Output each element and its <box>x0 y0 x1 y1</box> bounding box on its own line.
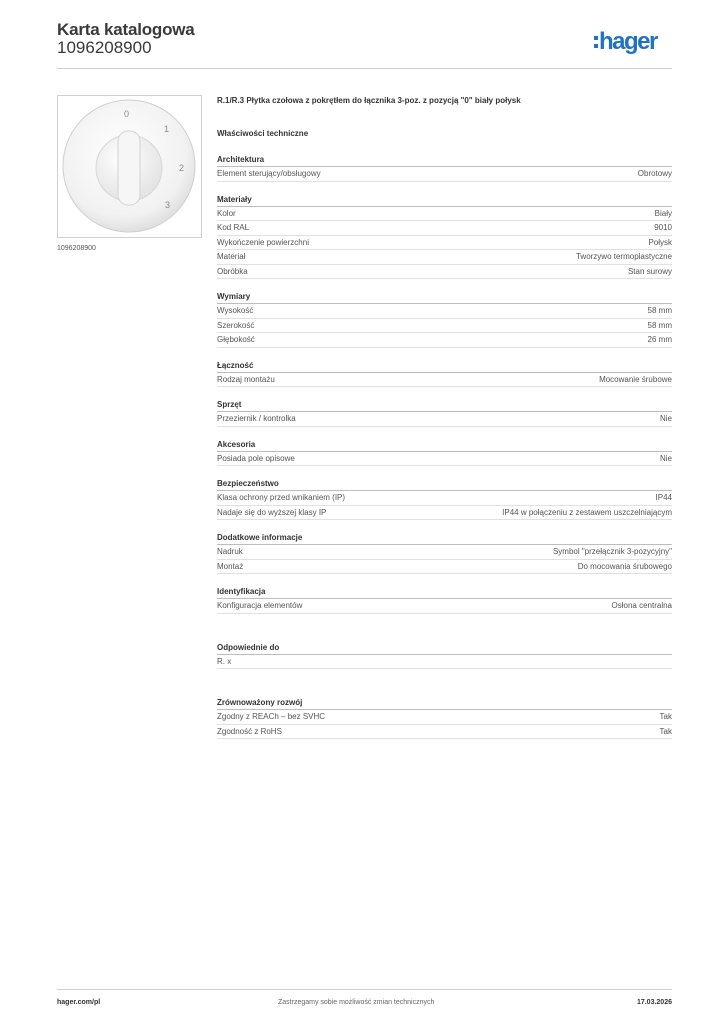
property-section <box>217 531 672 574</box>
dial-label-2: 2 <box>179 163 185 173</box>
property-label: Kod RAL <box>217 223 250 232</box>
document-title: Karta katalogowa <box>57 20 195 39</box>
section-heading: Łączność <box>217 359 672 373</box>
property-row <box>217 725 672 740</box>
section-heading: Zrównoważony rozwój <box>217 696 672 710</box>
section-heading: Bezpieczeństwo <box>217 477 672 491</box>
property-row <box>217 304 672 319</box>
property-value: 26 mm <box>647 335 672 344</box>
section-heading: Odpowiednie do <box>217 641 672 655</box>
property-section <box>217 398 672 427</box>
property-label: Obróbka <box>217 266 248 276</box>
section-heading: Dodatkowe informacje <box>217 531 672 545</box>
document-number: 1096208900 <box>57 38 152 57</box>
header-divider <box>57 68 672 69</box>
property-section <box>217 193 672 280</box>
product-image <box>57 95 202 238</box>
property-label: Rodzaj montażu <box>217 374 275 384</box>
section-heading: Identyfikacja <box>217 585 672 599</box>
property-section <box>217 438 672 467</box>
product-title: R.1/R.3 Płytka czołowa z pokrętłem do łącznika 3-poz. z pozycją "0" biały połysk <box>217 96 521 105</box>
section-heading: Materiały <box>217 193 672 207</box>
property-label: Posiada pole opisowe <box>217 453 295 463</box>
property-row <box>217 412 672 427</box>
property-value: Tak <box>659 726 672 736</box>
property-label: Głębokość <box>217 335 255 344</box>
property-value: Biały <box>654 208 672 218</box>
property-value: Nie <box>659 414 672 423</box>
property-value: Nie <box>659 453 672 463</box>
rotary-dial-illustration <box>58 96 201 237</box>
property-row <box>217 710 672 725</box>
property-value: Tworzywo termoplastyczne <box>575 252 672 261</box>
property-label: Przeziernik / kontrolka <box>217 414 296 423</box>
property-label: Montaż <box>217 561 244 571</box>
property-section <box>217 359 672 388</box>
property-label: Zgodny z REACh – bez SVHC <box>217 712 326 721</box>
property-label: Wykończenie powierzchni <box>217 237 309 247</box>
property-value: 58 mm <box>647 320 672 330</box>
property-label: R. x <box>217 656 232 666</box>
property-row <box>217 560 672 575</box>
section-heading: Sprzęt <box>217 398 672 412</box>
property-label: Konfiguracja elementów <box>217 601 303 610</box>
property-label: Nadaje się do wyższej klasy IP <box>217 507 327 517</box>
dial-label-3: 3 <box>165 200 171 210</box>
property-label: Szerokość <box>217 320 255 330</box>
property-row <box>217 236 672 251</box>
property-value: 9010 <box>654 223 672 232</box>
property-value: Tak <box>659 712 672 721</box>
property-label: Materiał <box>217 252 246 261</box>
property-label: Zgodność z RoHS <box>217 726 282 736</box>
section-heading: Akcesoria <box>217 438 672 452</box>
property-value: 58 mm <box>647 306 672 315</box>
image-caption: 1096208900 <box>57 245 96 252</box>
property-label: Element sterujący/obsługowy <box>217 169 321 178</box>
property-section <box>217 585 672 614</box>
property-value: Obrotowy <box>637 169 672 178</box>
property-label: Klasa ochrony przed wnikaniem (IP) <box>217 493 346 502</box>
property-section <box>217 696 672 739</box>
property-value: IP44 w połączeniu z zestawem uszczelniającym <box>502 507 672 517</box>
properties-heading: Właściwości techniczne <box>217 129 309 138</box>
property-value: Mocowanie śrubowe <box>599 374 672 384</box>
property-row <box>217 506 672 521</box>
property-row <box>217 599 672 614</box>
dial-label-1: 1 <box>164 124 170 134</box>
property-value: IP44 <box>655 493 672 502</box>
hager-logo: hager <box>599 28 657 55</box>
property-section <box>217 477 672 520</box>
property-row <box>217 265 672 280</box>
property-value: Osłona centralna <box>611 601 672 610</box>
property-row <box>217 333 672 348</box>
property-row <box>217 250 672 265</box>
property-value: Połysk <box>648 237 672 247</box>
property-row <box>217 545 672 560</box>
property-label: Wysokość <box>217 306 254 315</box>
property-label: Kolor <box>217 208 236 218</box>
property-section <box>217 641 672 670</box>
footer-notice: Zastrzegamy sobie możliwość zmian technicznych <box>278 999 435 1006</box>
footer-date: 17.03.2026 <box>636 999 672 1006</box>
property-value: Symbol "przełącznik 3-pozycyjny" <box>552 547 672 556</box>
footer-divider <box>57 989 672 990</box>
product-details <box>217 96 672 750</box>
property-row <box>217 491 672 506</box>
property-row <box>217 452 672 467</box>
footer-website-link[interactable]: hager.com/pl <box>57 999 101 1006</box>
property-row <box>217 207 672 222</box>
knob-grip <box>118 131 140 205</box>
dial-label-0: 0 <box>124 109 130 119</box>
property-row <box>217 319 672 334</box>
property-value: Stan surowy <box>627 266 672 276</box>
section-heading: Architektura <box>217 153 672 167</box>
section-heading: Wymiary <box>217 290 672 304</box>
property-label: Nadruk <box>217 547 243 556</box>
property-section <box>217 153 672 182</box>
property-row <box>217 221 672 236</box>
property-row <box>217 655 672 670</box>
property-row <box>217 167 672 182</box>
properties-list <box>217 153 672 739</box>
property-value: Do mocowania śrubowego <box>577 561 672 571</box>
property-section <box>217 290 672 348</box>
property-row <box>217 373 672 388</box>
